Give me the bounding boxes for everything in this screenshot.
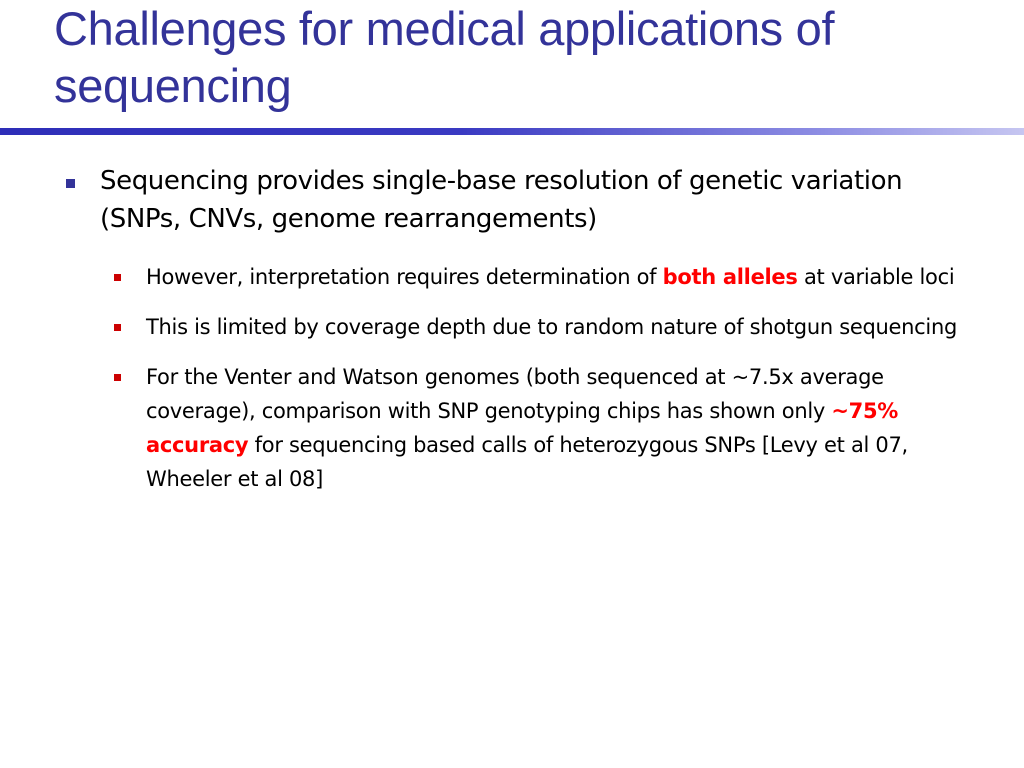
sub-bullet-text: for sequencing based calls of heterozygous SNPs [Levy et al 07, Wheeler et al 08] xyxy=(146,433,908,491)
sub-bullet-accuracy xyxy=(60,360,960,496)
sub-bullet-list xyxy=(60,260,960,496)
slide-title: Challenges for medical applications of sequencing xyxy=(54,2,835,112)
sub-bullet-text: However, interpretation requires determination of xyxy=(146,265,663,289)
square-bullet-icon xyxy=(114,274,121,281)
bullet-main-text: Sequencing provides single-base resolution of genetic variation (SNPs, CNVs, genome rearrangements) xyxy=(100,166,903,234)
sub-bullet-coverage xyxy=(60,310,960,344)
title-divider xyxy=(0,128,1024,135)
slide-content xyxy=(60,162,960,512)
highlight-accuracy: ~75% accuracy xyxy=(146,399,899,457)
bullet-main xyxy=(60,162,960,238)
sub-bullet-alleles xyxy=(60,260,960,294)
sub-bullet-text: at variable loci xyxy=(797,265,955,289)
square-bullet-icon xyxy=(66,179,75,188)
highlight-both-alleles: both alleles xyxy=(662,265,798,289)
sub-bullet-text: For the Venter and Watson genomes (both sequenced at ~7.5x average coverage), comparison with SNP genotyping chips has shown only xyxy=(146,365,884,423)
square-bullet-icon xyxy=(114,374,121,381)
square-bullet-icon xyxy=(114,324,121,331)
sub-bullet-text: This is limited by coverage depth due to random nature of shotgun sequencing xyxy=(146,315,957,339)
